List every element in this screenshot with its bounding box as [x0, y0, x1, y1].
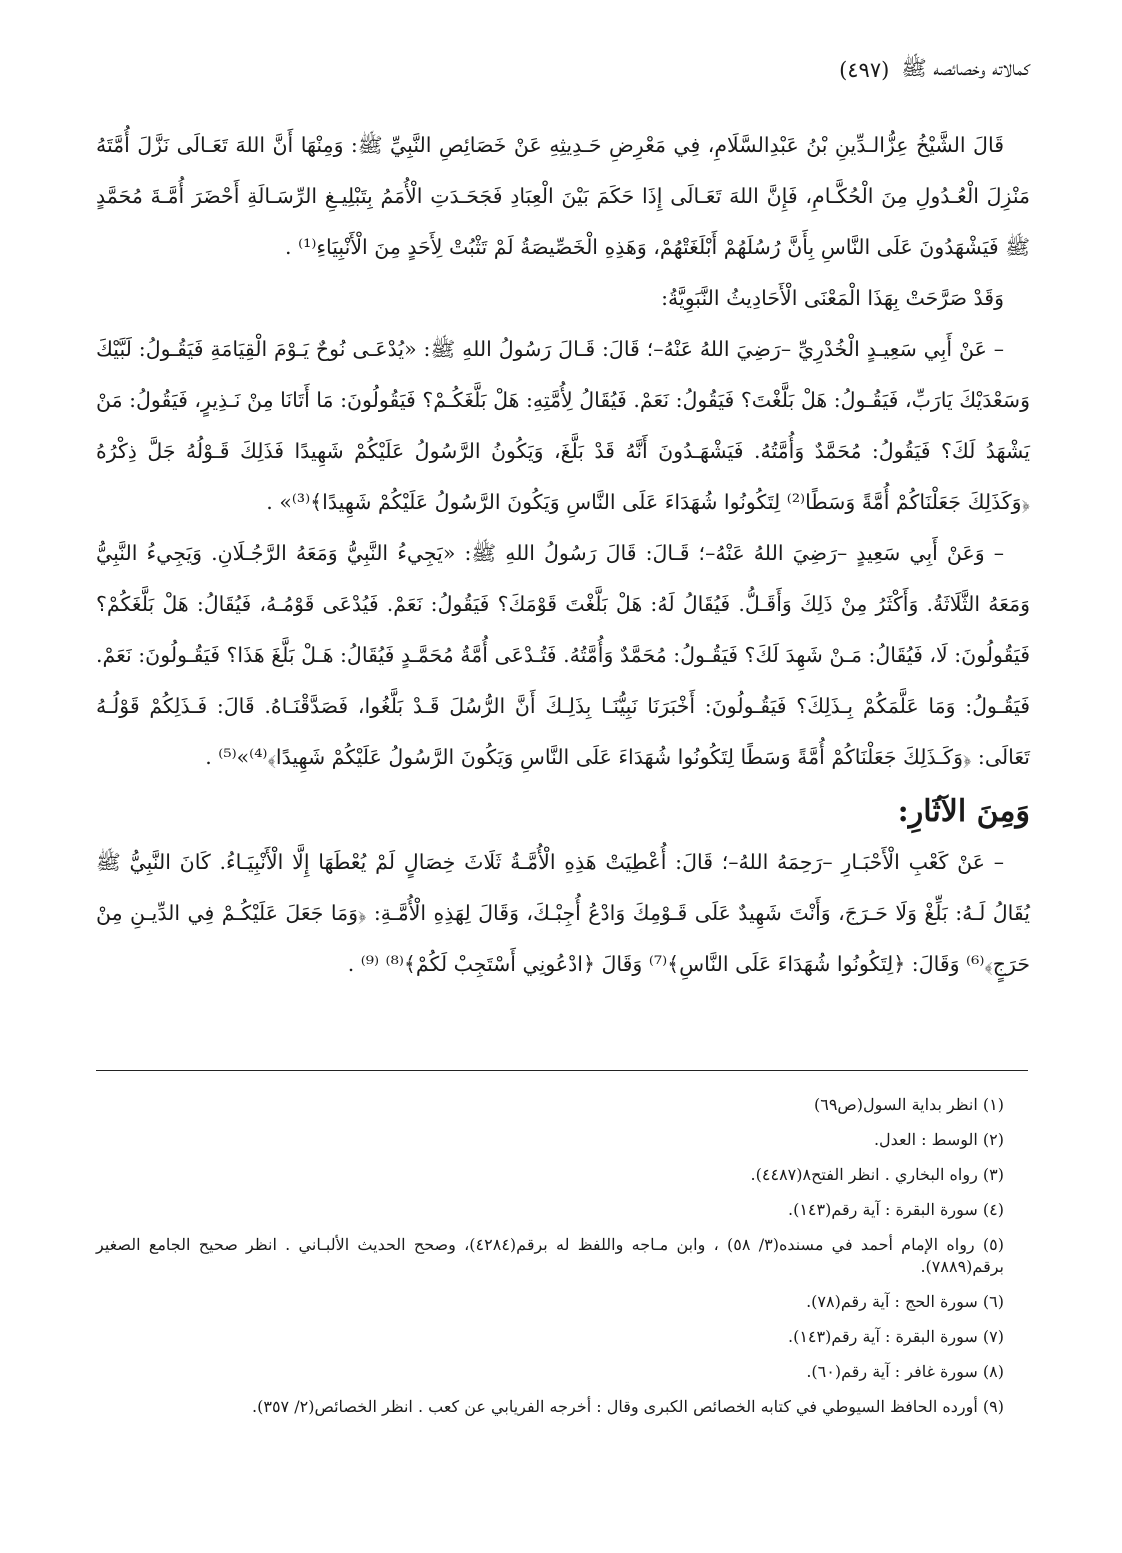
paragraph-hadith-2: – وَعَنْ أَبِي سَعِيدٍ –رَضِيَ اللهُ عَنْهُ–؛ قَـالَ: قَالَ رَسُولُ اللهِ ﷺ: «يَجِيءُ النَّبِيُّ وَمَعَهُ الرَّجُـلَانِ. وَيَجِيءُ النَّبِيُّ وَمَعَهُ الثَّلَاثَةُ. وَأَكْثَرُ مِنْ ذَلِكَ وَأَقَـلُّ. فَيُقَالُ لَهُ: هَلْ بَلَّغْتَ قَوْمَكَ؟ فَيَقُولُ: نَعَمْ. فَيُدْعَى قَوْمُـهُ، فَيُقَالُ: هَلْ بَلَّغَكُمْ؟ فَيَقُولُونَ: لَا، فَيُقَالُ: مَـنْ شَهِدَ لَكَ؟ فَيَقُـولُ: مُحَمَّدٌ وَأُمَّتُهُ. فَتُـدْعَى أُمَّةُ مُحَمَّـدٍ فَيُقَالُ: هَـلْ بَلَّغَ هَذَا؟ فَيَقُـولُونَ: نَعَمْ. فَيَقُـولُ: وَمَا عَلَّمَكُمْ بِـذَلِكَ؟ فَيَقُـولُونَ: أَخْبَرَنَا نَبِيُّنَـا بِذَلِـكَ أَنَّ الرُّسُلَ قَـدْ بَلَّغُوا، فَصَدَّقْنَـاهُ. قَالَ: فَـذَلِكُمْ قَوْلُـهُ تَعَالَى: ﴿وَكَـذَلِكَ جَعَلْنَاكُمْ أُمَّةً وَسَطًا لِتَكُونُوا شُهَدَاءَ عَلَى النَّاسِ وَيَكُونَ الرَّسُولُ عَلَيْكُمْ شَهِيدًا﴾⁽⁴⁾»⁽⁵⁾ .	[96, 541, 1030, 769]
main-text	[96, 120, 1030, 990]
paragraph-kaab-athar: – عَنْ كَعْبِ الْأَحْبَـارِ –رَحِمَهُ اللهُ–؛ قَالَ: أُعْطِيَتْ هَذِهِ الْأُمَّـةُ ثَلَاثَ خِصَالٍ لَمْ يُعْطَهَا إِلَّا الْأَنْبِيَـاءُ. كَانَ النَّبِيُّ ﷺ يُقَالُ لَـهُ: بَلِّغْ وَلَا حَـرَجَ، وَأَنْتَ شَهِيدٌ عَلَى قَـوْمِكَ وَادْعُ أُجِبْـكَ، وَقَالَ لِهَذِهِ الْأُمَّـةِ: ﴿وَمَا جَعَلَ عَلَيْكُـمْ فِي الدِّيـنِ مِنْ حَرَجٍ﴾⁽⁶⁾ وَقَالَ: ﴿لِتَكُونُوا شُهَدَاءَ عَلَى النَّاسِ﴾⁽⁷⁾ وَقَالَ ﴿ادْعُونِي أَسْتَجِبْ لَكُمْ﴾⁽⁸⁾ ⁽⁹⁾ .	[96, 850, 1030, 976]
footnote-6: (٦) سورة الحج : آية رقم(٧٨).	[806, 1292, 1004, 1311]
footnote-2: (٢) الوسط : العدل.	[873, 1130, 1004, 1149]
footnote-5: (٥) رواه الإمام أحمد في مسنده(٣/ ٥٨) ، وابن مـاجه واللفظ له برقم(٤٢٨٤)، وصحح الحديث الألبـاني . انظر صحيح الجامع الصغير برقم(٧٨٨٩).	[96, 1235, 1004, 1276]
paragraph-hadith-1: – عَنْ أَبِي سَعِيـدٍ الْخُدْرِيِّ –رَضِيَ اللهُ عَنْهُ–؛ قَالَ: قَـالَ رَسُولُ اللهِ ﷺ: «يُدْعَـى نُوحٌ يَـوْمَ الْقِيَامَةِ فَيَقُـولُ: لَبَّيْكَ وَسَعْدَيْكَ يَارَبِّ، فَيَقُـولُ: هَلْ بَلَّغْتَ؟ فَيَقُولُ: نَعَمْ. فَيُقَالُ لِأُمَّتِهِ: هَلْ بَلَّغَكُـمْ؟ فَيَقُولُونَ: مَا أَتَانَا مِنْ نَـذِيرٍ، فَيَقُولُ: مَنْ يَشْهَدُ لَكَ؟ فَيَقُولُ: مُحَمَّدٌ وَأُمَّتُهُ. فَيَشْهَـدُونَ أَنَّهُ قَدْ بَلَّغَ، وَيَكُونُ الرَّسُولُ عَلَيْكُمْ شَهِيدًا فَذَلِكَ قَـوْلُهُ جَلَّ ذِكْرُهُ ﴿وَكَذَلِكَ جَعَلْنَاكُمْ أُمَّةً وَسَطًا⁽²⁾ لِتَكُونُوا شُهَدَاءَ عَلَى النَّاسِ وَيَكُونَ الرَّسُولُ عَلَيْكُمْ شَهِيدًا﴾⁽³⁾» .	[96, 337, 1030, 514]
footnotes	[96, 1094, 1004, 1431]
footnote-3: (٣) رواه البخاري . انظر الفتح٨(٤٤٨٧).	[750, 1165, 1004, 1184]
footnote-8: (٨) سورة غافر : آية رقم(٦٠).	[806, 1362, 1004, 1381]
section-heading-athar: وَمِنَ الآثَارِ:	[897, 794, 1030, 829]
paragraph-intro-hadith: وَقَدْ صَرَّحَتْ بِهَذَا الْمَعْنَى الْأَحَادِيثُ النَّبَوِيَّةُ:	[661, 286, 1004, 310]
footnote-1: (١) انظر بداية السول(ص٦٩)	[813, 1095, 1004, 1114]
running-header	[92, 50, 1030, 90]
footnote-7: (٧) سورة البقرة : آية رقم(١٤٣).	[788, 1327, 1004, 1346]
paragraph-izz-quote: قَالَ الشَّيْخُ عِزُّالـدِّينِ بْنُ عَبْدِالسَّلَامِ، فِي مَعْرِضِ حَـدِيثِهِ عَنْ خَصَائِصِ النَّبِيِّ ﷺ: وَمِنْهَا أَنَّ اللهَ تَعَـالَى نَزَّلَ أُمَّتَهُ مَنْزِلَ الْعُـدُولِ مِنَ الْحُكَّـامِ، فَإِنَّ اللهَ تَعَـالَى إِذَا حَكَمَ بَيْنَ الْعِبَادِ فَجَحَـدَتِ الْأُمَمُ بِتَبْلِيـغِ الرِّسَـالَةِ أَحْضَرَ أُمَّـةَ مُحَمَّدٍ ﷺ فَيَشْهَدُونَ عَلَى النَّاسِ بِأَنَّ رُسُلَهُمْ أَبْلَغَتْهُمْ، وَهَذِهِ الْخَصِّيصَةُ لَمْ تَثْبُتْ لِأَحَدٍ مِنَ الْأَنْبِيَاءِ⁽¹⁾ .	[96, 133, 1030, 259]
footnote-divider	[96, 1070, 1028, 1071]
footnote-4: (٤) سورة البقرة : آية رقم(١٤٣).	[788, 1200, 1004, 1219]
running-header-title: كمالاته وخصائصه ﷺ	[901, 55, 1030, 80]
page-number: (٤٩٧)	[839, 58, 890, 82]
footnote-9: (٩) أورده الحافظ السيوطي في كتابه الخصائص الكبرى وقال : أخرجه الفريابي عن كعب . انظر الخصائص(٢/ ٣٥٧).	[252, 1397, 1004, 1416]
